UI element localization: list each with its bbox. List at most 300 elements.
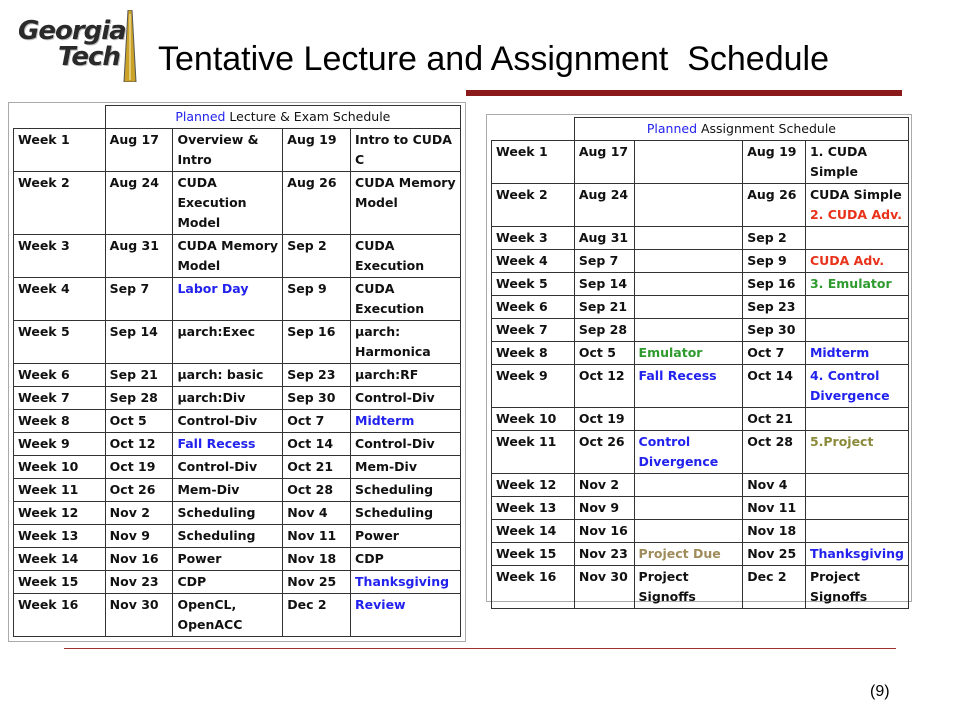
date1-cell-text: Nov 30 (109, 597, 159, 612)
date2-cell-text: Nov 4 (287, 505, 328, 520)
topic1-cell-text: Overview & Intro (177, 132, 259, 167)
date1-cell-text: Sep 28 (578, 322, 628, 337)
topic2-cell (351, 456, 461, 479)
table-row (14, 410, 461, 433)
table-row (492, 566, 909, 609)
week-cell (492, 431, 575, 474)
topic1-cell (634, 497, 743, 520)
date2-cell-text: Sep 2 (747, 230, 787, 245)
topic2-cell (805, 319, 908, 342)
topic1-cell (634, 273, 743, 296)
date1-cell (105, 456, 173, 479)
week-cell-text: Week 4 (18, 281, 70, 296)
week-cell (14, 278, 106, 321)
topic2-cell (351, 364, 461, 387)
topic2-cell (351, 387, 461, 410)
logo-line1: Georgia (18, 16, 126, 46)
date1-cell-text: Oct 12 (578, 368, 625, 383)
topic1-cell (634, 408, 743, 431)
topic2-cell-text: Intro to CUDA C (355, 132, 452, 167)
topic2-cell (351, 278, 461, 321)
topic2-cell-text: 4. Control Divergence (809, 368, 890, 403)
date1-cell (574, 431, 634, 474)
date1-cell-text: Aug 31 (578, 230, 629, 245)
date2-cell-text: Oct 14 (287, 436, 334, 451)
topic2-cell (805, 543, 908, 566)
date1-cell-text: Oct 26 (109, 482, 156, 497)
date1-cell-text: Nov 9 (109, 528, 150, 543)
week-cell-text: Week 5 (18, 324, 70, 339)
week-cell (14, 321, 106, 364)
week-cell-text: Week 13 (496, 500, 557, 515)
date2-cell-text: Sep 30 (287, 390, 336, 405)
date2-cell-text: Sep 23 (287, 367, 336, 382)
table-row (14, 235, 461, 278)
week-cell (14, 364, 106, 387)
date2-cell-text: Aug 19 (747, 144, 797, 159)
week-cell (492, 474, 575, 497)
table-row (492, 296, 909, 319)
week-cell-text: Week 14 (496, 523, 557, 538)
date1-cell-text: Sep 21 (578, 299, 628, 314)
date2-cell (743, 227, 806, 250)
week-cell-text: Week 8 (18, 413, 70, 428)
date2-cell-text: Sep 23 (747, 299, 796, 314)
table-row (14, 456, 461, 479)
topic1-cell-text: Scheduling (177, 505, 256, 520)
topic1-cell (634, 566, 743, 609)
week-cell-text: Week 10 (496, 411, 557, 426)
week-cell (14, 410, 106, 433)
date2-cell (283, 456, 351, 479)
date1-cell (105, 235, 173, 278)
week-cell-text: Week 15 (496, 546, 557, 561)
week-cell (492, 365, 575, 408)
georgia-tech-logo (14, 10, 144, 82)
table-row (14, 321, 461, 364)
table-row (14, 594, 461, 637)
table-row (14, 172, 461, 235)
table-row (14, 278, 461, 321)
week-cell-text: Week 16 (18, 597, 79, 612)
date1-cell (574, 543, 634, 566)
date2-cell (743, 408, 806, 431)
topic1-cell (634, 319, 743, 342)
week-cell (492, 184, 575, 227)
date2-cell (283, 433, 351, 456)
table-row (14, 129, 461, 172)
date2-cell-text: Nov 11 (287, 528, 337, 543)
week-cell (492, 319, 575, 342)
date2-cell (743, 319, 806, 342)
topic1-cell (173, 235, 283, 278)
week-cell (14, 571, 106, 594)
week-cell-text: Week 7 (18, 390, 70, 405)
date2-cell (743, 273, 806, 296)
topic2-cell-text: Project Signoffs (809, 569, 868, 604)
topic2-cell-text: Review (355, 597, 406, 612)
topic2-cell (805, 342, 908, 365)
date2-cell (283, 571, 351, 594)
topic2-cell-text: Midterm (809, 345, 870, 360)
date1-cell (574, 227, 634, 250)
week-cell (14, 479, 106, 502)
date1-cell-text: Oct 19 (109, 459, 156, 474)
date1-cell-text: Nov 2 (109, 505, 150, 520)
topic1-cell (173, 321, 283, 364)
lecture-schedule-table (13, 105, 461, 637)
date2-cell (743, 250, 806, 273)
week-cell (492, 497, 575, 520)
date2-cell (283, 525, 351, 548)
week-cell-text: Week 4 (496, 253, 548, 268)
topic1-cell-text: Mem-Div (177, 482, 240, 497)
week-cell (492, 566, 575, 609)
table-row (492, 520, 909, 543)
date1-cell (574, 474, 634, 497)
topic1-cell (173, 525, 283, 548)
topic1-cell (173, 548, 283, 571)
week-cell (14, 433, 106, 456)
date1-cell (105, 321, 173, 364)
date2-cell (283, 410, 351, 433)
topic1-cell-text: CUDA Execution Model (177, 175, 247, 230)
topic1-cell-text: Control-Div (177, 413, 258, 428)
topic1-cell (173, 172, 283, 235)
topic2-cell-text: 1. CUDA Simple (809, 144, 868, 179)
topic2-cell (351, 321, 461, 364)
week-cell (14, 456, 106, 479)
table-row (14, 548, 461, 571)
date1-cell-text: Aug 17 (578, 144, 629, 159)
week-cell-text: Week 11 (18, 482, 79, 497)
lecture-table-header: Planned Lecture & Exam Schedule (105, 106, 460, 129)
date2-cell (743, 141, 806, 184)
topic1-cell (173, 129, 283, 172)
topic1-cell-text: CDP (177, 574, 207, 589)
date2-cell-text: Oct 28 (747, 434, 793, 449)
topic1-cell (634, 227, 743, 250)
date1-cell (574, 184, 634, 227)
week-cell-text: Week 8 (496, 345, 548, 360)
week-cell-text: Week 3 (18, 238, 70, 253)
topic1-cell (634, 520, 743, 543)
week-cell-text: Week 6 (18, 367, 70, 382)
topic2-cell-text: µarch: Harmonica (355, 324, 431, 359)
date1-cell-text: Sep 21 (109, 367, 158, 382)
date1-cell (574, 250, 634, 273)
week-cell (492, 141, 575, 184)
date1-cell (574, 141, 634, 184)
topic2-cell-text: CUDA Execution (355, 281, 425, 316)
date2-cell (743, 365, 806, 408)
date1-cell-text: Oct 5 (578, 345, 616, 360)
week-cell-text: Week 9 (18, 436, 70, 451)
date2-cell-text: Nov 25 (747, 546, 797, 561)
date2-cell (283, 479, 351, 502)
week-cell-text: Week 9 (496, 368, 548, 383)
topic1-cell-text: Fall Recess (638, 368, 717, 383)
date2-cell-text: Sep 2 (287, 238, 327, 253)
table-header-row (14, 106, 461, 129)
date1-cell-text: Aug 24 (109, 175, 159, 190)
date2-cell (743, 296, 806, 319)
topic1-cell (173, 364, 283, 387)
date2-cell (743, 184, 806, 227)
date2-cell (283, 172, 351, 235)
date2-cell-text: Sep 30 (747, 322, 796, 337)
table-row (492, 184, 909, 227)
week-cell-text: Week 10 (18, 459, 79, 474)
date1-cell (105, 387, 173, 410)
date2-cell-text: Oct 28 (287, 482, 334, 497)
table-row (492, 543, 909, 566)
date2-cell (743, 342, 806, 365)
assignment-schedule-table (491, 117, 909, 609)
topic2-cell (805, 474, 908, 497)
week-cell-text: Week 14 (18, 551, 79, 566)
tower-icon (114, 10, 144, 82)
topic1-cell-text: µarch:Div (177, 390, 246, 405)
assignment-table-header: Planned Assignment Schedule (574, 118, 908, 141)
slide-title: Tentative Lecture and Assignment Schedule (158, 40, 829, 78)
date1-cell (105, 364, 173, 387)
logo-line2: Tech (58, 42, 120, 72)
topic2-cell-text: Midterm (355, 413, 415, 428)
date1-cell (574, 520, 634, 543)
date2-cell (283, 235, 351, 278)
week-cell (14, 548, 106, 571)
topic2-cell-text: 5.Project (809, 434, 874, 449)
date1-cell-text: Aug 24 (578, 187, 629, 202)
date1-cell-text: Aug 31 (109, 238, 159, 253)
table-row (492, 431, 909, 474)
table-row (14, 433, 461, 456)
date1-cell-text: Nov 16 (578, 523, 628, 538)
date2-cell (743, 431, 806, 474)
topic2-cell-text: 3. Emulator (809, 276, 892, 291)
table-row (14, 571, 461, 594)
topic1-cell (634, 543, 743, 566)
date2-cell-text: Aug 26 (287, 175, 337, 190)
topic1-cell (634, 474, 743, 497)
topic2-cell (351, 410, 461, 433)
topic1-cell (634, 342, 743, 365)
topic1-cell-text: Project Due (638, 546, 721, 561)
date2-cell (743, 520, 806, 543)
topic1-cell (634, 184, 743, 227)
topic1-cell-text: OpenCL, OpenACC (177, 597, 243, 632)
topic1-cell (634, 250, 743, 273)
date1-cell (105, 571, 173, 594)
topic1-cell-text: Labor Day (177, 281, 249, 296)
topic2-cell-text: Thanksgiving (809, 546, 904, 561)
topic2-cell (351, 172, 461, 235)
date2-cell (283, 387, 351, 410)
date2-cell-text: Sep 9 (747, 253, 787, 268)
week-cell-text: Week 7 (496, 322, 548, 337)
date1-cell (105, 129, 173, 172)
date1-cell-text: Nov 23 (109, 574, 159, 589)
date1-cell-text: Oct 5 (109, 413, 147, 428)
page-number: (9) (870, 683, 890, 700)
table-row (492, 474, 909, 497)
table-row (14, 364, 461, 387)
date2-cell-text: Sep 9 (287, 281, 327, 296)
topic1-cell-text: Control Divergence (638, 434, 719, 469)
week-cell (14, 502, 106, 525)
topic2-cell (351, 502, 461, 525)
date1-cell-text: Oct 12 (109, 436, 156, 451)
topic1-cell-text: Project Signoffs (638, 569, 696, 604)
topic2-cell (805, 520, 908, 543)
table-row (492, 319, 909, 342)
date1-cell-text: Sep 14 (109, 324, 158, 339)
date2-cell (743, 566, 806, 609)
date1-cell (574, 296, 634, 319)
date2-cell-text: Oct 21 (747, 411, 793, 426)
topic1-cell (173, 410, 283, 433)
topic2-cell (805, 227, 908, 250)
date2-cell-text: Sep 16 (287, 324, 336, 339)
date1-cell-text: Sep 7 (109, 281, 150, 296)
date1-cell (574, 566, 634, 609)
topic2-cell-text: Thanksgiving (355, 574, 450, 589)
week-cell-text: Week 12 (496, 477, 557, 492)
topic2-cell (351, 235, 461, 278)
date1-cell (105, 594, 173, 637)
topic1-cell-text: Power (177, 551, 222, 566)
date1-cell-text: Oct 19 (578, 411, 625, 426)
date1-cell-text: Nov 9 (578, 500, 620, 515)
footer-divider (64, 648, 896, 649)
date1-cell-text: Aug 17 (109, 132, 159, 147)
week-cell-text: Week 2 (18, 175, 70, 190)
date1-cell-text: Sep 14 (578, 276, 628, 291)
week-cell (14, 172, 106, 235)
week-cell (492, 543, 575, 566)
topic1-cell (173, 278, 283, 321)
topic1-cell-text: Scheduling (177, 528, 256, 543)
topic2-cell-text-secondary: 2. CUDA Adv. (809, 207, 902, 222)
date1-cell (574, 319, 634, 342)
date2-cell (283, 594, 351, 637)
topic2-cell (805, 497, 908, 520)
date1-cell (105, 479, 173, 502)
topic2-cell-text: µarch:RF (355, 367, 419, 382)
week-cell-text: Week 6 (496, 299, 548, 314)
topic1-cell (634, 141, 743, 184)
table-row (14, 387, 461, 410)
date1-cell-text: Sep 7 (578, 253, 619, 268)
table-row (14, 525, 461, 548)
week-cell (492, 273, 575, 296)
week-cell-text: Week 5 (496, 276, 548, 291)
week-cell (14, 235, 106, 278)
topic1-cell (634, 431, 743, 474)
week-cell (14, 525, 106, 548)
week-cell (492, 342, 575, 365)
week-cell-text: Week 3 (496, 230, 548, 245)
topic2-cell (351, 525, 461, 548)
topic2-cell (351, 433, 461, 456)
topic1-cell-text: µarch: basic (177, 367, 264, 382)
topic2-cell-text: CUDA Memory Model (355, 175, 456, 210)
week-cell-text: Week 13 (18, 528, 79, 543)
date1-cell (574, 342, 634, 365)
topic2-cell (805, 141, 908, 184)
week-cell (14, 594, 106, 637)
topic1-cell-text: µarch:Exec (177, 324, 256, 339)
topic2-cell (805, 365, 908, 408)
table-row (492, 250, 909, 273)
week-cell (492, 520, 575, 543)
topic2-cell-text: CDP (355, 551, 384, 566)
topic2-cell (351, 571, 461, 594)
table-row (492, 141, 909, 184)
topic1-cell (634, 365, 743, 408)
topic2-cell-text: Scheduling (355, 482, 434, 497)
date1-cell (574, 408, 634, 431)
date1-cell (105, 433, 173, 456)
table-row (14, 502, 461, 525)
date2-cell (283, 502, 351, 525)
week-cell (492, 296, 575, 319)
topic2-cell (805, 250, 908, 273)
topic2-cell-text: Mem-Div (355, 459, 417, 474)
date2-cell (283, 364, 351, 387)
week-cell (492, 250, 575, 273)
topic2-cell-text: CUDA Adv. (809, 253, 885, 268)
date1-cell (105, 548, 173, 571)
topic1-cell (173, 456, 283, 479)
table-row (492, 408, 909, 431)
week-cell-text: Week 12 (18, 505, 79, 520)
topic2-cell-text: Control-Div (355, 390, 435, 405)
date2-cell-text: Nov 25 (287, 574, 337, 589)
table-row (492, 342, 909, 365)
table-row (492, 365, 909, 408)
table-row (492, 273, 909, 296)
topic2-cell (805, 184, 908, 227)
date1-cell (574, 497, 634, 520)
date2-cell-text: Nov 11 (747, 500, 797, 515)
topic2-cell (351, 479, 461, 502)
topic1-cell-text: Control-Div (177, 459, 258, 474)
topic2-cell-text: Scheduling (355, 505, 434, 520)
topic1-cell (173, 387, 283, 410)
topic1-cell (634, 296, 743, 319)
date1-cell-text: Nov 2 (578, 477, 620, 492)
week-cell-text: Week 1 (496, 144, 548, 159)
date1-cell (574, 273, 634, 296)
date1-cell-text: Nov 23 (578, 546, 628, 561)
topic2-cell (805, 273, 908, 296)
topic1-cell (173, 479, 283, 502)
topic1-cell-text: Fall Recess (177, 436, 256, 451)
date2-cell-text: Oct 14 (747, 368, 793, 383)
topic1-cell (173, 594, 283, 637)
date2-cell-text: Aug 19 (287, 132, 337, 147)
date2-cell-text: Nov 18 (287, 551, 337, 566)
topic2-cell (351, 594, 461, 637)
date1-cell-text: Nov 16 (109, 551, 159, 566)
topic1-cell (173, 502, 283, 525)
topic1-cell (173, 433, 283, 456)
date2-cell-text: Oct 7 (287, 413, 325, 428)
date1-cell (574, 365, 634, 408)
date1-cell-text: Nov 30 (578, 569, 628, 584)
